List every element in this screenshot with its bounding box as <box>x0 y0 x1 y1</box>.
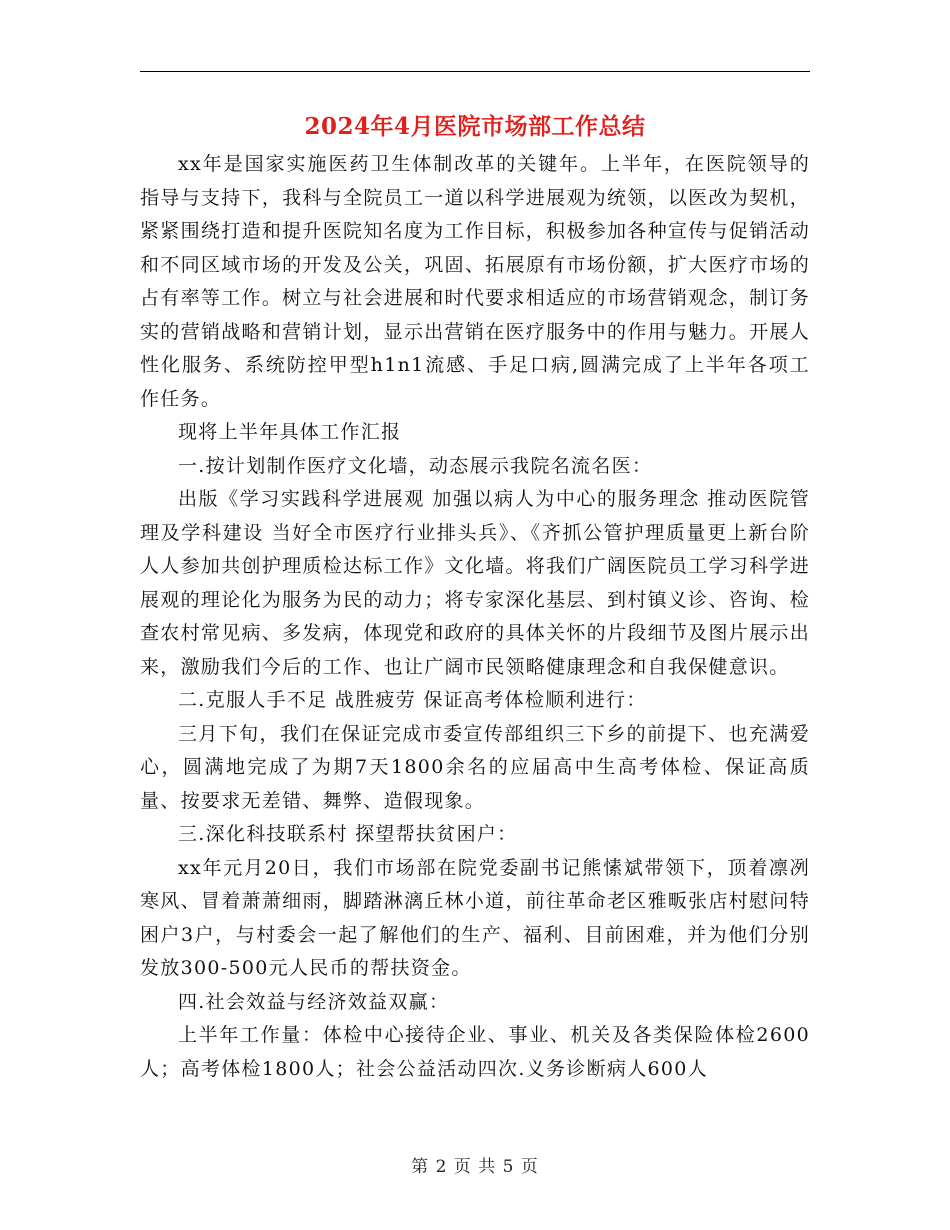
paragraph-report-lead: 现将上半年具体工作汇报 <box>178 421 402 443</box>
paragraph-intro: xx年是国家实施医药卫生体制改革的关键年。上半年，在医院领导的指导与支持下，我科与全院员工一道以科学进展观为统领，以医改为契机，紧紧围绕打造和提升医院知名度为工作目标，积极参加各种宣传与促销活动和不同区域市场的开发及公关，巩固、拓展原有市场份额，扩大医疗市场的占有率等工作。树立与社会进展和时代要求相适应的市场营销观念，制订务实的营销战略和营销计划，显示出营销在医疗服务中的作用与魅力。开展人性化服务、系统防控甲型h1n1流感、手足口病,圆满完成了上半年各项工作任务。 <box>140 153 810 410</box>
document-title: 2024年4月医院市场部工作总结 <box>304 113 646 140</box>
section-heading-4: 四.社会效益与经济效益双赢： <box>178 990 450 1013</box>
section-heading-3: 三.深化科技联系村 探望帮扶贫困户： <box>178 823 518 845</box>
document-body <box>140 148 810 1086</box>
paragraph-section-4: 上半年工作量：体检中心接待企业、事业、机关及各类保险体检2600人；高考体检1800人；社会公益活动四次.义务诊断病人600人 <box>140 1024 810 1080</box>
header-rule <box>140 71 810 72</box>
paragraph-section-2: 三月下旬，我们在保证完成市委宣传部组织三下乡的前提下、也充满爱心，圆满地完成了为期7天1800余名的应届高中生高考体检、保证高质量、按要求无差错、舞弊、造假现象。 <box>140 722 810 812</box>
paragraph-section-1: 出版《学习实践科学进展观 加强以病人为中心的服务理念 推动医院管理及学科建设 当好全市医疗行业排头兵》、《齐抓公管护理质量更上新台阶 人人参加共创护理质检达标工作》文化墙。将我们广阔医院员工学习科学进展观的理论化为服务为民的动力；将专家深化基层、到村镇义诊、咨询、检查农村常见病、多发病，体现党和政府的具体关怀的片段细节及图片展示出来，激励我们今后的工作、也让广阔市民领略健康理念和自我保健意识。 <box>140 488 810 678</box>
page-footer: 第 2 页 共 5 页 <box>411 1157 539 1177</box>
section-heading-2: 二.克服人手不足 战胜疲劳 保证高考体检顺利进行： <box>178 689 647 711</box>
paragraph-section-3: xx年元月20日，我们市场部在院党委副书记熊愫斌带领下，顶着凛冽寒风、冒着萧萧细雨，脚踏淋漓丘林小道，前往革命老区雅畈张店村慰问特困户3户，与村委会一起了解他们的生产、福利、目前困难，并为他们分别发放300-500元人民币的帮扶资金。 <box>140 856 810 979</box>
section-heading-1: 一.按计划制作医疗文化墙，动态展示我院名流名医： <box>178 454 653 477</box>
